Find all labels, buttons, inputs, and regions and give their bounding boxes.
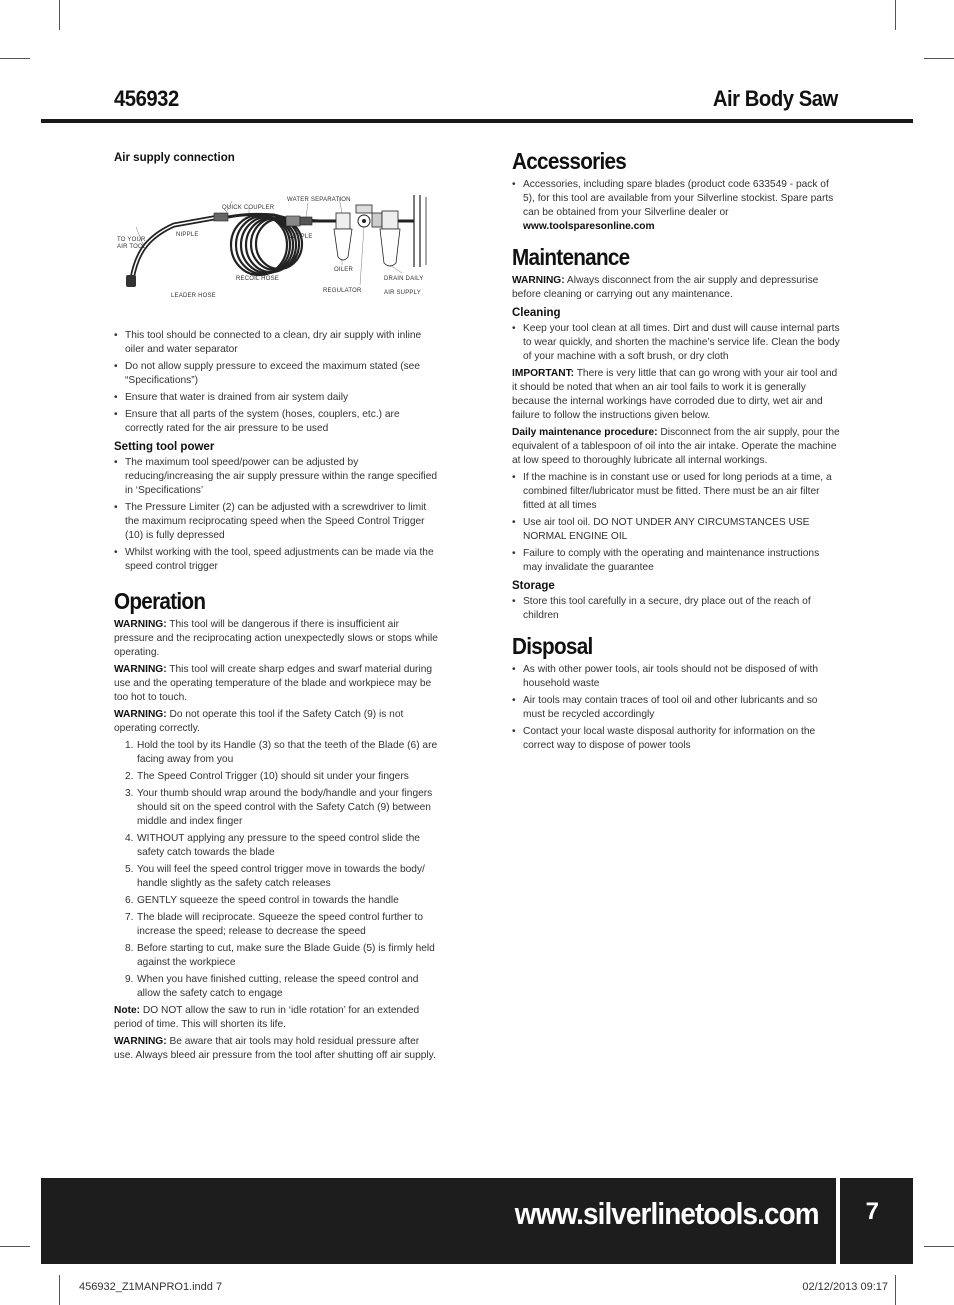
crop-mark bbox=[0, 58, 30, 59]
footer-divider bbox=[836, 1178, 840, 1264]
list-item: • Ensure that water is drained from air system daily bbox=[114, 391, 440, 405]
page-number: 7 bbox=[865, 1198, 879, 1225]
air-supply-heading: Air supply connection bbox=[114, 152, 235, 164]
maintenance-title: Maintenance bbox=[512, 244, 630, 270]
label-regulator: REGULATOR bbox=[323, 288, 362, 294]
operation-steps bbox=[114, 739, 440, 1001]
crop-mark bbox=[0, 1246, 30, 1247]
setting-power-list bbox=[114, 456, 440, 574]
label-nipple-left: NIPPLE bbox=[176, 232, 199, 238]
list-item: • Do not allow supply pressure to exceed the maximum stated (see “Specifications”) bbox=[114, 360, 440, 388]
operation-warning: WARNING: This tool will be dangerous if there is insufficient air pressure and the reciprocating action unexpectedly slows or stops while operating. bbox=[114, 619, 438, 658]
list-item: • Failure to comply with the operating and maintenance instructions may invalidate the guarantee bbox=[512, 547, 840, 575]
daily-maintenance-list bbox=[512, 471, 840, 575]
footer-website-link[interactable]: www.silverlinetools.com bbox=[515, 1196, 819, 1231]
air-supply-list bbox=[114, 329, 440, 436]
left-column bbox=[114, 151, 440, 1066]
operation-title: Operation bbox=[114, 588, 206, 614]
crop-mark bbox=[895, 1275, 896, 1305]
list-item: 3. Your thumb should wrap around the body/handle and your fingers should sit on the speed control with the Safety Catch (9) between middle and index finger bbox=[125, 788, 433, 827]
list-item: • Ensure that all parts of the system (hoses, couplers, etc.) are correctly rated for the air pressure to be used bbox=[114, 408, 440, 436]
page-title: Air Body Saw bbox=[713, 86, 838, 111]
operation-note: Note: DO NOT allow the saw to run in ‘idle rotation’ for an extended period of time. This will shorten its life. bbox=[114, 1005, 420, 1030]
operation-final-warning: WARNING: Be aware that air tools may hold residual pressure after use. Always bleed air pressure from the tool after shutting off air supply. bbox=[114, 1036, 436, 1061]
list-item: 6. GENTLY squeeze the speed control in towards the handle bbox=[125, 895, 399, 906]
accessories-link[interactable]: www.toolsparesonline.com bbox=[523, 221, 655, 232]
label-drain-daily: DRAIN DAILY bbox=[384, 276, 424, 282]
air-supply-diagram bbox=[114, 167, 440, 317]
list-item: • This tool should be connected to a clean, dry air supply with inline oiler and water separator bbox=[114, 329, 440, 357]
label-water-separation: WATER SEPARATION bbox=[287, 197, 351, 203]
cleaning-list bbox=[512, 322, 840, 364]
important-note: IMPORTANT: There is very little that can go wrong with your air tool and it should be noted that when an air tool fails to work it is generally because the internal workings have corroded due to dirty, wet air and failure to follow the instructions given below. bbox=[512, 368, 838, 421]
product-code: 456932 bbox=[114, 86, 179, 111]
list-item: • If the machine is in constant use or used for long periods at a time, a combined filter/lubricator must be fitted. There must be an air filter fitted at all times bbox=[512, 471, 840, 513]
list-item: • Whilst working with the tool, speed adjustments can be made via the speed control trigger bbox=[114, 546, 440, 574]
list-item: • Store this tool carefully in a secure, dry place out of the reach of children bbox=[512, 595, 840, 623]
header-rule bbox=[41, 119, 913, 123]
daily-maintenance: Daily maintenance procedure: Disconnect from the air supply, pour the equivalent of a tablespoon of oil into the air intake. Operate the machine at low speed to thoroughly lubricate all internal workings. bbox=[512, 427, 840, 466]
label-to-your-air-tool: TO YOUR AIR TOOL bbox=[117, 237, 147, 250]
list-item: 9. When you have finished cutting, release the speed control and allow the safety catch to engage bbox=[125, 974, 419, 999]
list-item: 1. Hold the tool by its Handle (3) so that the teeth of the Blade (6) are facing away from you bbox=[125, 740, 438, 765]
cleaning-heading: Cleaning bbox=[512, 307, 561, 319]
list-item: • The Pressure Limiter (2) can be adjusted with a screwdriver to limit the maximum reciprocating speed when the Speed Control Trigger (10) is fully depressed bbox=[114, 501, 440, 543]
list-item: • As with other power tools, air tools should not be disposed of with household waste bbox=[512, 663, 840, 691]
label-leader-hose: LEADER HOSE bbox=[171, 293, 216, 299]
slug-file-name: 456932_Z1MANPRO1.indd 7 bbox=[79, 1281, 223, 1293]
list-item: 2. The Speed Control Trigger (10) should sit under your fingers bbox=[125, 771, 409, 782]
label-quick-coupler: QUICK COUPLER bbox=[222, 205, 275, 211]
footer-bar bbox=[41, 1178, 913, 1264]
storage-heading: Storage bbox=[512, 580, 555, 592]
accessories-list bbox=[512, 178, 840, 234]
list-item: 8. Before starting to cut, make sure the Blade Guide (5) is firmly held against the workpiece bbox=[125, 943, 435, 968]
list-item: • Accessories, including spare blades (product code 633549 - pack of 5), for this tool are available from your Silverline stockist. Spare parts can be obtained from your Silverline dealer or www.toolsparesonline.com bbox=[512, 178, 840, 234]
label-recoil-hose: RECOIL HOSE bbox=[236, 276, 279, 282]
label-nipple-right: NIPPLE bbox=[290, 234, 313, 240]
crop-mark bbox=[895, 0, 896, 30]
crop-mark bbox=[924, 58, 954, 59]
disposal-list bbox=[512, 663, 840, 753]
label-oiler: OILER bbox=[334, 267, 354, 273]
label-air-supply: AIR SUPPLY bbox=[384, 290, 421, 296]
accessories-title: Accessories bbox=[512, 148, 627, 174]
setting-power-heading: Setting tool power bbox=[114, 441, 215, 453]
crop-mark bbox=[59, 1275, 60, 1305]
maintenance-warning: WARNING: Always disconnect from the air supply and depressurise before cleaning or carrying out any maintenance. bbox=[512, 275, 819, 300]
crop-mark bbox=[924, 1246, 954, 1247]
list-item: 7. The blade will reciprocate. Squeeze the speed control further to increase the speed; release to decrease the speed bbox=[125, 912, 423, 937]
operation-warning: WARNING: Do not operate this tool if the Safety Catch (9) is not operating correctly. bbox=[114, 709, 404, 734]
list-item: 5. You will feel the speed control trigger move in towards the body/ handle slightly as the safety catch releases bbox=[125, 864, 425, 889]
slug-date: 02/12/2013 09:17 bbox=[802, 1281, 888, 1293]
crop-mark bbox=[59, 0, 60, 30]
disposal-title: Disposal bbox=[512, 633, 593, 659]
storage-list bbox=[512, 595, 840, 623]
right-column bbox=[512, 148, 840, 756]
list-item: • Air tools may contain traces of tool oil and other lubricants and so must be recycled accordingly bbox=[512, 694, 840, 722]
list-item: 4. WITHOUT applying any pressure to the speed control slide the safety catch towards the blade bbox=[125, 833, 420, 858]
list-item: • Contact your local waste disposal authority for information on the correct way to dispose of power tools bbox=[512, 725, 840, 753]
operation-warning: WARNING: This tool will create sharp edges and swarf material during use and the operating temperature of the blade and workpiece may be too hot to touch. bbox=[114, 664, 433, 703]
list-item: • Keep your tool clean at all times. Dirt and dust will cause internal parts to wear quickly, and shorten the machine’s service life. Clean the body of your machine with a soft brush, or dry cloth bbox=[512, 322, 840, 364]
list-item: • Use air tool oil. DO NOT UNDER ANY CIRCUMSTANCES USE NORMAL ENGINE OIL bbox=[512, 516, 840, 544]
list-item: • The maximum tool speed/power can be adjusted by reducing/increasing the air supply pressure within the range specified in ‘Specifications’ bbox=[114, 456, 440, 498]
